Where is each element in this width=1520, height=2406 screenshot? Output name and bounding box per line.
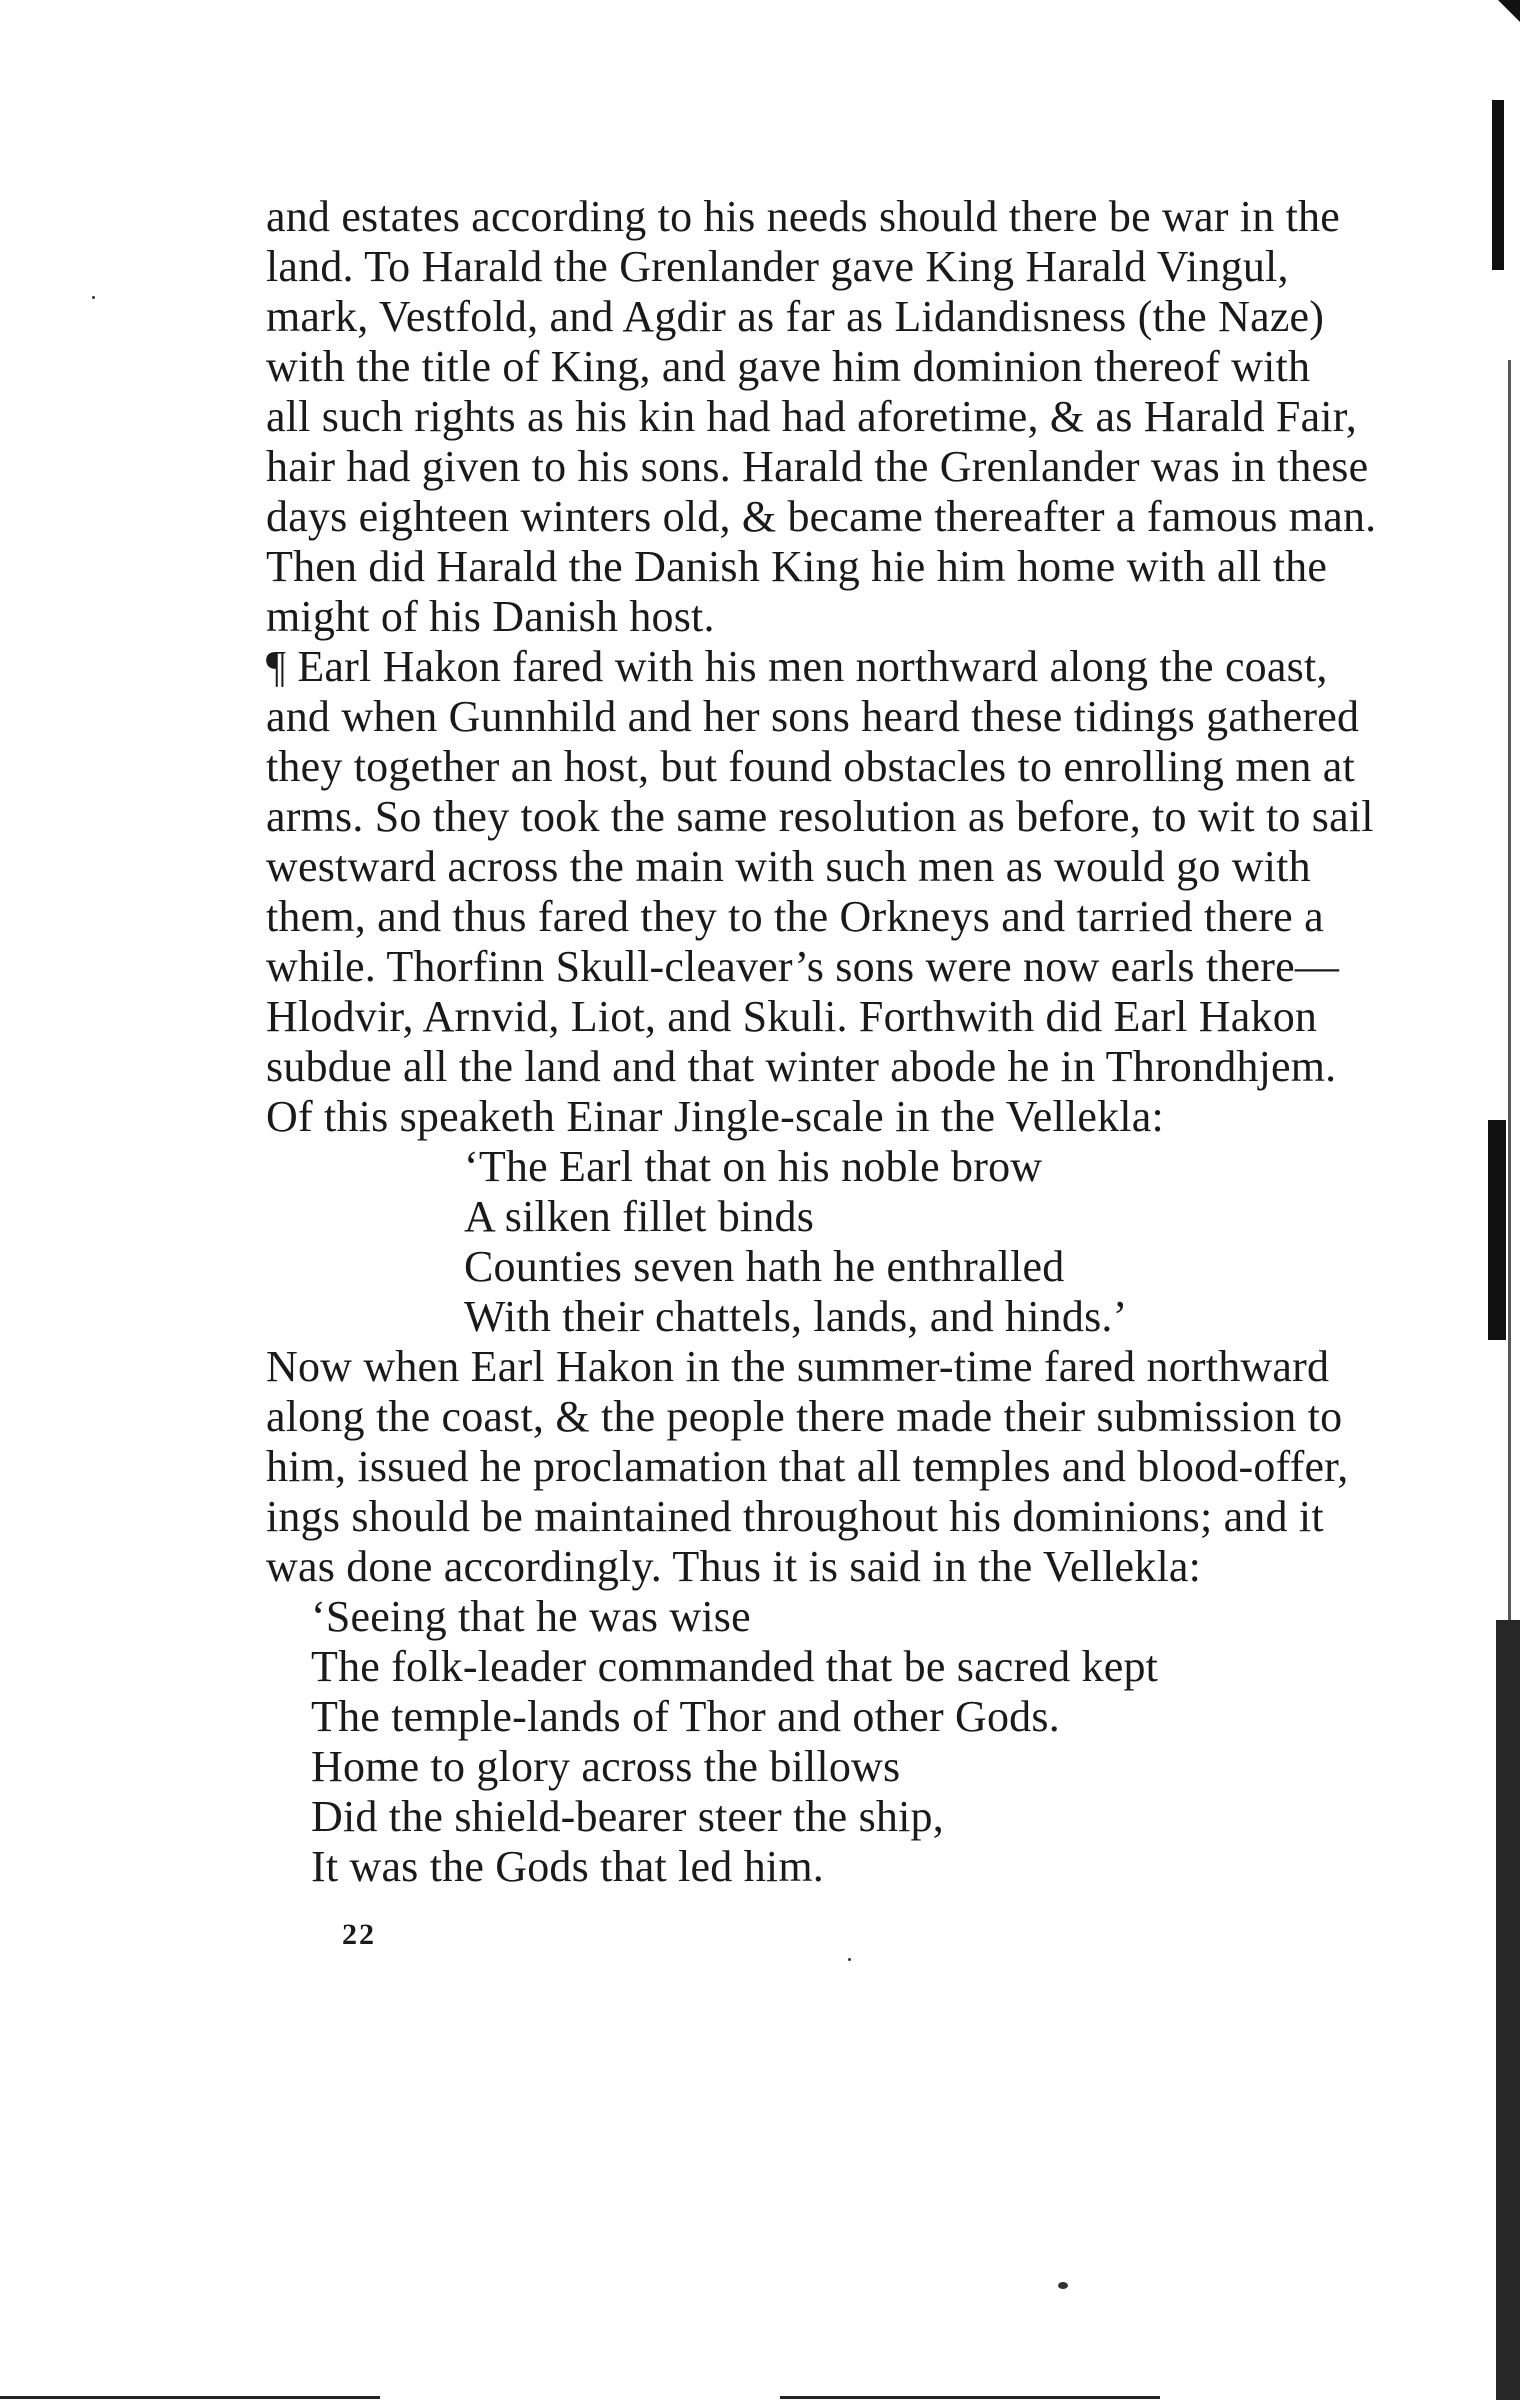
text-line: while. Thorfinn Skull-cleaver’s sons were now earls there—: [266, 942, 1340, 991]
text-line: Hlodvir, Arnvid, Liot, and Skuli. Forthwith did Earl Hakon: [266, 992, 1318, 1041]
verse-line: ‘Seeing that he was wise: [311, 1592, 751, 1641]
text-line: westward across the main with such men as would go with: [266, 842, 1311, 891]
verse-line: The folk-leader commanded that be sacred kept: [311, 1642, 1159, 1691]
text-line: land. To Harald the Grenlander gave King Harald Vingul,: [266, 242, 1289, 291]
scan-corner-mark: [1498, 0, 1520, 22]
text-line: subdue all the land and that winter abode he in Throndhjem.: [266, 1042, 1337, 1091]
text-line: might of his Danish host.: [266, 592, 715, 641]
ink-speck: [1058, 2282, 1068, 2289]
verse-line: Did the shield-bearer steer the ship,: [311, 1792, 944, 1841]
scan-bottom-edge: [780, 2396, 1160, 2399]
paragraph-start-line: ¶ Earl Hakon fared with his men northward along the coast,: [266, 642, 1328, 691]
scan-bottom-edge: [0, 2396, 380, 2399]
body-text: [266, 192, 1516, 1892]
verse-line: With their chattels, lands, and hinds.’: [464, 1292, 1128, 1341]
ink-speck: [848, 1958, 851, 1961]
text-line: mark, Vestfold, and Agdir as far as Lidandisness (the Naze): [266, 292, 1325, 341]
text-line: ings should be maintained throughout his dominions; and it: [266, 1492, 1324, 1541]
verse-line: ‘The Earl that on his noble brow: [464, 1142, 1043, 1191]
verse-line: Counties seven hath he enthralled: [464, 1242, 1065, 1291]
text-line: Of this speaketh Einar Jingle-scale in the Vellekla:: [266, 1092, 1164, 1141]
text-line: with the title of King, and gave him dominion thereof with: [266, 342, 1311, 391]
verse-line: A silken fillet binds: [464, 1192, 815, 1241]
page-number: 22: [342, 1918, 376, 1951]
text-line: them, and thus fared they to the Orkneys and tarried there a: [266, 892, 1324, 941]
verse-line: The temple-lands of Thor and other Gods.: [311, 1692, 1060, 1741]
verse-line: Home to glory across the billows: [311, 1742, 901, 1791]
verse-line: It was the Gods that led him.: [311, 1842, 824, 1891]
text-line: Now when Earl Hakon in the summer-time fared northward: [266, 1342, 1330, 1391]
text-line: Then did Harald the Danish King hie him home with all the: [266, 542, 1328, 591]
text-line: along the coast, & the people there made their submission to: [266, 1392, 1343, 1441]
text-line: him, issued he proclamation that all temples and blood-offer,: [266, 1442, 1349, 1491]
ink-speck: [92, 296, 95, 299]
text-line: and estates according to his needs should there be war in the: [266, 192, 1340, 241]
text-line: hair had given to his sons. Harald the Grenlander was in these: [266, 442, 1369, 491]
text-line: all such rights as his kin had had aforetime, & as Harald Fair,: [266, 392, 1358, 441]
text-line: was done accordingly. Thus it is said in the Vellekla:: [266, 1542, 1202, 1591]
scan-edge-shadow: [1478, 80, 1520, 2406]
text-line: they together an host, but found obstacles to enrolling men at: [266, 742, 1355, 791]
text-line: and when Gunnhild and her sons heard these tidings gathered: [266, 692, 1360, 741]
text-line: arms. So they took the same resolution as before, to wit to sail: [266, 792, 1374, 841]
text-line: days eighteen winters old, & became thereafter a famous man.: [266, 492, 1377, 541]
